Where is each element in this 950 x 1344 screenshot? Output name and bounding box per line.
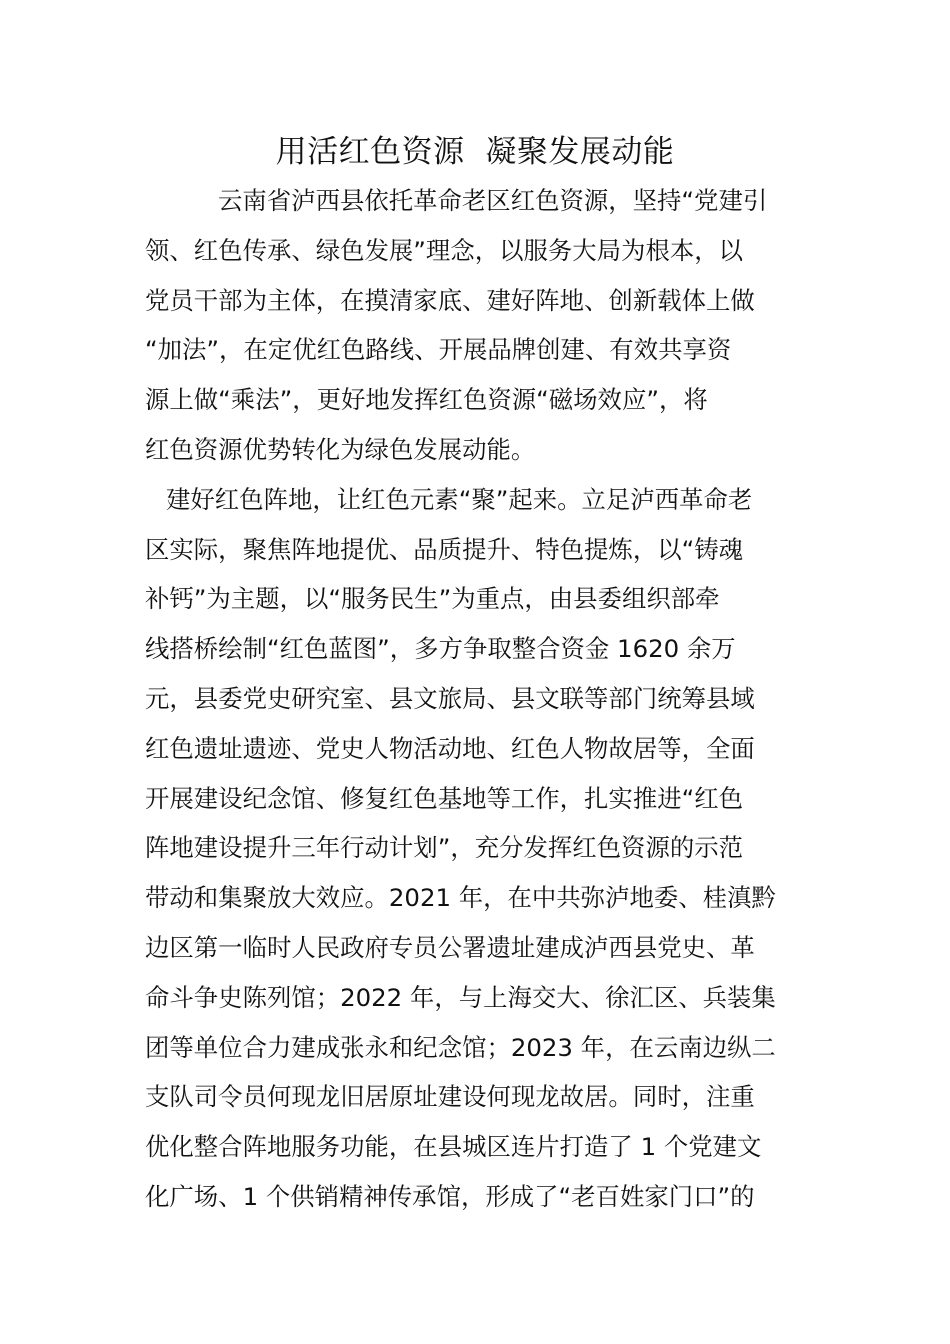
- paragraph-2-line-12: 团等单位合力建成张永和纪念馆；2023 年，在云南边纵二: [145, 1032, 776, 1062]
- paragraph-2-line-13: 支队司令员何现龙旧居原址建设何现龙故居。同时，注重: [145, 1082, 755, 1112]
- paragraph-2-line-11: 命斗争史陈列馆；2022 年，与上海交大、徐汇区、兵装集: [145, 982, 776, 1012]
- paragraph-1-line-5: 源上做“乘法”，更好地发挥红色资源“磁场效应”，将: [145, 385, 708, 415]
- paragraph-2-line-15: 化广场、1 个供销精神传承馆，形成了“老百姓家门口”的: [145, 1181, 755, 1211]
- paragraph-2-line-9: 带动和集聚放大效应。2021 年，在中共弥泸地委、桂滇黔: [145, 883, 776, 913]
- paragraph-2-line-2: 区实际，聚焦阵地提优、品质提升、特色提炼，以“铸魂: [145, 534, 744, 564]
- paragraph-1-line-6: 红色资源优势转化为绿色发展动能。: [145, 434, 536, 464]
- paragraph-2-line-1: 建好红色阵地，让红色元素“聚”起来。立足泸西革命老: [166, 484, 753, 514]
- paragraph-2-line-3: 补钙”为主题，以“服务民生”为重点，由县委组织部牵: [145, 584, 720, 614]
- document-body: [145, 176, 810, 1222]
- paragraph-2-line-6: 红色遗址遗迹、党史人物活动地、红色人物故居等，全面: [145, 733, 755, 763]
- paragraph-1-line-4: “加法”，在定优红色路线、开展品牌创建、有效共享资: [145, 335, 732, 365]
- paragraph-2-line-7: 开展建设纪念馆、修复红色基地等工作，扎实推进“红色: [145, 783, 744, 813]
- paragraph-2-line-5: 元，县委党史研究室、县文旅局、县文联等部门统筹县域: [145, 683, 755, 713]
- paragraph-2-line-8: 阵地建设提升三年行动计划”，充分发挥红色资源的示范: [145, 833, 744, 863]
- paragraph-1-line-1: 云南省泸西县依托革命老区红色资源，坚持“党建引: [218, 186, 768, 215]
- paragraph-2-line-14: 优化整合阵地服务功能，在县城区连片打造了 1 个党建文: [145, 1132, 762, 1162]
- document-title: 用活红色资源 凝聚发展动能: [275, 134, 675, 170]
- paragraph-1-line-3: 党员干部为主体，在摸清家底、建好阵地、创新载体上做: [145, 285, 755, 315]
- paragraph-1-line-2: 领、红色传承、绿色发展”理念，以服务大局为根本，以: [145, 235, 744, 265]
- paragraph-2-line-4: 线搭桥绘制“红色蓝图”，多方争取整合资金 1620 余万: [145, 634, 736, 664]
- paragraph-2-line-10: 边区第一临时人民政府专员公署遗址建成泸西县党史、革: [145, 932, 755, 962]
